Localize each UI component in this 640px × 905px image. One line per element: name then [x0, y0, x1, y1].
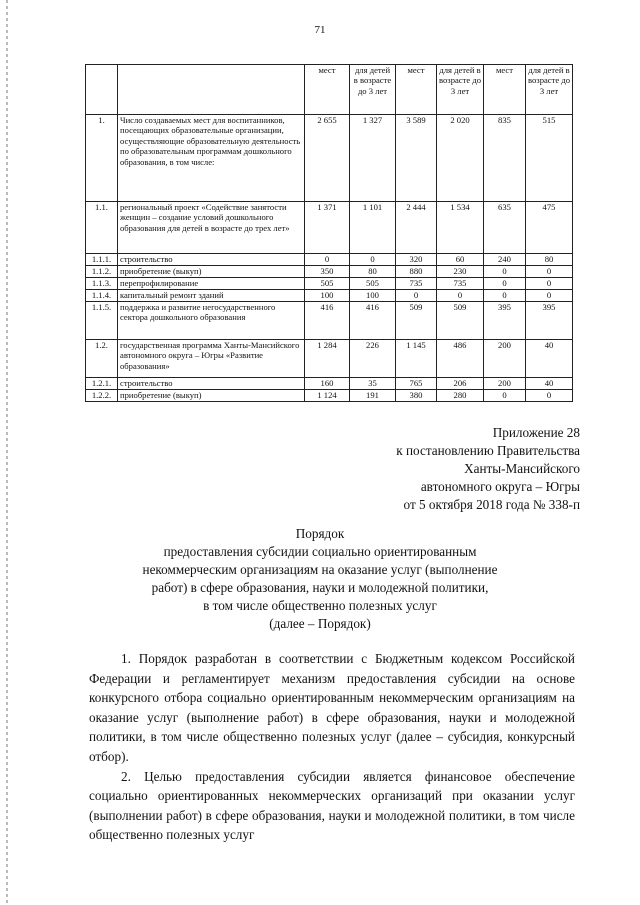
- cell-value: 320: [396, 254, 437, 266]
- cell-value: 2 020: [437, 115, 484, 202]
- cell-value: 486: [437, 340, 484, 378]
- row-index: 1.1.: [86, 202, 118, 254]
- row-name: строительство: [118, 254, 305, 266]
- cell-value: 0: [484, 290, 526, 302]
- row-name: капитальный ремонт зданий: [118, 290, 305, 302]
- cell-value: 475: [526, 202, 573, 254]
- header-cell: [118, 65, 305, 115]
- row-name: региональный проект «Содействие занятости женщин – создание условий дошкольного образования для детей в возрасте до трех лет»: [118, 202, 305, 254]
- appendix-line: Ханты-Мансийского: [464, 461, 580, 476]
- cell-value: 100: [305, 290, 350, 302]
- binding-edge: [6, 0, 8, 905]
- cell-value: 380: [396, 390, 437, 402]
- row-index: 1.2.: [86, 340, 118, 378]
- cell-value: 1 145: [396, 340, 437, 378]
- cell-value: 280: [437, 390, 484, 402]
- appendix-line: автономного округа – Югры: [420, 479, 580, 494]
- title-line: некоммерческим организациям на оказание услуг (выполнение: [142, 562, 498, 577]
- table-row: [86, 254, 573, 266]
- appendix-line: к постановлению Правительства: [396, 443, 580, 458]
- cell-value: 0: [350, 254, 396, 266]
- cell-value: 100: [350, 290, 396, 302]
- row-name: государственная программа Ханты-Мансийского автономного округа – Югры «Развитие образования»: [118, 340, 305, 378]
- cell-value: 735: [437, 278, 484, 290]
- table-row: [86, 266, 573, 278]
- cell-value: 735: [396, 278, 437, 290]
- row-name: перепрофилирование: [118, 278, 305, 290]
- cell-value: 0: [526, 278, 573, 290]
- cell-value: 80: [350, 266, 396, 278]
- cell-value: 240: [484, 254, 526, 266]
- header-cell: мест: [396, 65, 437, 115]
- cell-value: 80: [526, 254, 573, 266]
- cell-value: 0: [437, 290, 484, 302]
- table-row: [86, 115, 573, 202]
- appendix-line: Приложение 28: [492, 425, 580, 440]
- header-cell: для детей в возрасте до 3 лет: [437, 65, 484, 115]
- page-number: 71: [314, 24, 326, 36]
- cell-value: 0: [484, 390, 526, 402]
- cell-value: 509: [437, 302, 484, 340]
- cell-value: 40: [526, 378, 573, 390]
- cell-value: 206: [437, 378, 484, 390]
- cell-value: 0: [526, 290, 573, 302]
- cell-value: 835: [484, 115, 526, 202]
- row-index: 1.1.4.: [86, 290, 118, 302]
- appendix-line: от 5 октября 2018 года № 338-п: [403, 497, 580, 512]
- row-name: поддержка и развитие негосударственного сектора дошкольного образования: [118, 302, 305, 340]
- row-name: приобретение (выкуп): [118, 266, 305, 278]
- title-heading: Порядок: [295, 526, 345, 541]
- title-line: работ) в сфере образования, науки и молодежной политики,: [151, 580, 489, 595]
- cell-value: 0: [484, 266, 526, 278]
- row-index: 1.: [86, 115, 118, 202]
- cell-value: 765: [396, 378, 437, 390]
- cell-value: 2 655: [305, 115, 350, 202]
- header-cell: [86, 65, 118, 115]
- appendix-block: [250, 424, 580, 514]
- title-line: в том числе общественно полезных услуг: [203, 598, 437, 613]
- cell-value: 880: [396, 266, 437, 278]
- table-row: [86, 202, 573, 254]
- cell-value: 1 327: [350, 115, 396, 202]
- row-name: строительство: [118, 378, 305, 390]
- cell-value: 1 124: [305, 390, 350, 402]
- cell-value: 230: [437, 266, 484, 278]
- table-row: [86, 390, 573, 402]
- table-row: [86, 302, 573, 340]
- cell-value: 3 589: [396, 115, 437, 202]
- row-index: 1.2.1.: [86, 378, 118, 390]
- row-index: 1.1.5.: [86, 302, 118, 340]
- cell-value: 505: [350, 278, 396, 290]
- paragraph: 2. Целью предоставления субсидии является финансовое обеспечение социально ориентированных некоммерческих организаций при оказании услуг (выполнении работ) в сфере образования, науки и молодежной политики, в том числе общественно полезных услуг: [89, 768, 575, 843]
- header-cell: для детей в возрасте до 3 лет: [350, 65, 396, 115]
- cell-value: 350: [305, 266, 350, 278]
- cell-value: 395: [484, 302, 526, 340]
- cell-value: 509: [396, 302, 437, 340]
- header-cell: мест: [305, 65, 350, 115]
- cell-value: 1 284: [305, 340, 350, 378]
- row-index: 1.1.3.: [86, 278, 118, 290]
- cell-value: 635: [484, 202, 526, 254]
- cell-value: 0: [484, 278, 526, 290]
- cell-value: 191: [350, 390, 396, 402]
- cell-value: 40: [526, 340, 573, 378]
- row-name: Число создаваемых мест для воспитанников, посещающих образовательные организации, осуществляющие образовательную деятельность по образовательным программам дошкольного образования, в том числе:: [118, 115, 305, 202]
- cell-value: 200: [484, 378, 526, 390]
- cell-value: 0: [305, 254, 350, 266]
- cell-value: 0: [526, 266, 573, 278]
- cell-value: 0: [526, 390, 573, 402]
- cell-value: 1 371: [305, 202, 350, 254]
- cell-value: 0: [396, 290, 437, 302]
- table-row: [86, 278, 573, 290]
- row-name: приобретение (выкуп): [118, 390, 305, 402]
- table-row: [86, 340, 573, 378]
- row-index: 1.2.2.: [86, 390, 118, 402]
- title-line: предоставления субсидии социально ориентированным: [163, 544, 477, 559]
- header-cell: мест: [484, 65, 526, 115]
- row-index: 1.1.1.: [86, 254, 118, 266]
- cell-value: 416: [305, 302, 350, 340]
- cell-value: 416: [350, 302, 396, 340]
- paragraph: 1. Порядок разработан в соответствии с Бюджетным кодексом Российской Федерации и регламентирует механизм предоставления субсидии на основе конкурсного отбора социально ориентированным некоммерческим организациям на оказание услуг (выполнение работ) в сфере образования, науки и молодежной политики, в том числе общественно полезных услуг (далее – субсидия, конкурсный отбор).: [89, 651, 575, 764]
- cell-value: 60: [437, 254, 484, 266]
- table-row: [86, 290, 573, 302]
- table-header-row: [86, 65, 573, 115]
- cell-value: 1 101: [350, 202, 396, 254]
- cell-value: 160: [305, 378, 350, 390]
- cell-value: 226: [350, 340, 396, 378]
- cell-value: 515: [526, 115, 573, 202]
- cell-value: 200: [484, 340, 526, 378]
- document-title: [60, 525, 580, 633]
- cell-value: 2 444: [396, 202, 437, 254]
- cell-value: 505: [305, 278, 350, 290]
- title-line: (далее – Порядок): [269, 616, 371, 631]
- cell-value: 1 534: [437, 202, 484, 254]
- cell-value: 395: [526, 302, 573, 340]
- places-table: [85, 64, 573, 402]
- row-index: 1.1.2.: [86, 266, 118, 278]
- body-text: [89, 649, 575, 845]
- cell-value: 35: [350, 378, 396, 390]
- header-cell: для детей в возрасте до 3 лет: [526, 65, 573, 115]
- table-row: [86, 378, 573, 390]
